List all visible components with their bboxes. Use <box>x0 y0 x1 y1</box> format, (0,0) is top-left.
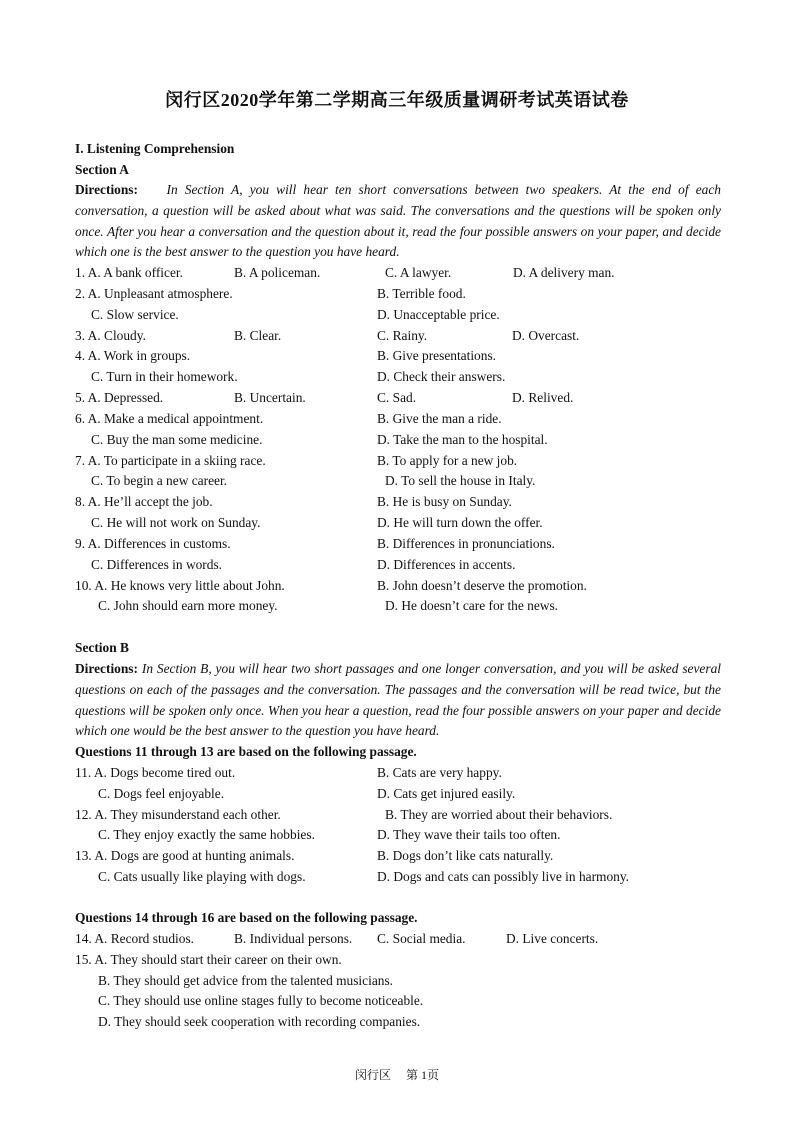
option-d: D. Relived. <box>512 390 574 405</box>
option-c: C. They should use online stages fully to become noticeable. <box>98 993 424 1008</box>
option-b: B. Terrible food. <box>377 286 466 301</box>
option-d: D. Overcast. <box>512 328 580 343</box>
option-a: 13. A. Dogs are good at hunting animals. <box>75 848 295 863</box>
option-c: C. Sad. <box>377 390 417 405</box>
option-c: C. Differences in words. <box>91 557 223 572</box>
option-b: B. To apply for a new job. <box>377 453 518 468</box>
option-c: C. He will not work on Sunday. <box>91 515 261 530</box>
option-b: B. They are worried about their behaviors. <box>385 807 613 822</box>
option-c: C. Slow service. <box>91 307 179 322</box>
directions-label: Directions: <box>75 182 138 197</box>
option-c: C. Cats usually like playing with dogs. <box>98 869 306 884</box>
footer-page-number: 第 1页 <box>406 1068 440 1082</box>
option-d: D. Dogs and cats can possibly live in harmony. <box>377 869 630 884</box>
option-a: 5. A. Depressed. <box>75 390 164 405</box>
page-title: 闵行区2020学年第二学期高三年级质量调研考试英语试卷 <box>165 90 629 110</box>
directions-label: Directions: <box>75 661 138 676</box>
option-b: B. Individual persons. <box>234 931 353 946</box>
option-d: D. He doesn’t care for the news. <box>385 598 559 613</box>
option-a: 4. A. Work in groups. <box>75 348 191 363</box>
section-a-heading: Section A <box>75 162 129 177</box>
option-a: 11. A. Dogs become tired out. <box>75 765 236 780</box>
option-d: D. They wave their tails too often. <box>377 827 561 842</box>
option-a: 15. A. They should start their career on their own. <box>75 952 342 967</box>
option-c: C. To begin a new career. <box>91 473 228 488</box>
option-d: D. Live concerts. <box>506 931 599 946</box>
option-b: B. A policeman. <box>234 265 321 280</box>
option-b: B. John doesn’t deserve the promotion. <box>377 578 587 593</box>
option-b: B. Cats are very happy. <box>377 765 502 780</box>
option-d: D. Cats get injured easily. <box>377 786 516 801</box>
option-b: B. Uncertain. <box>234 390 306 405</box>
option-c: C. John should earn more money. <box>98 598 278 613</box>
question-group-heading: Questions 14 through 16 are based on the following passage. <box>75 910 418 925</box>
option-b: B. Give presentations. <box>377 348 497 363</box>
option-d: D. Take the man to the hospital. <box>377 432 548 447</box>
option-b: B. He is busy on Sunday. <box>377 494 512 509</box>
option-d: D. To sell the house in Italy. <box>385 473 536 488</box>
option-d: D. He will turn down the offer. <box>377 515 543 530</box>
option-d: D. Differences in accents. <box>377 557 516 572</box>
option-b: B. Give the man a ride. <box>377 411 502 426</box>
page-footer <box>0 1066 794 1083</box>
option-a: 8. A. He’ll accept the job. <box>75 494 213 509</box>
option-a: 1. A. A bank officer. <box>75 265 183 280</box>
option-d: D. They should seek cooperation with recording companies. <box>98 1014 421 1029</box>
option-a: 7. A. To participate in a skiing race. <box>75 453 266 468</box>
option-a: 3. A. Cloudy. <box>75 328 146 343</box>
question-group-heading: Questions 11 through 13 are based on the following passage. <box>75 744 417 759</box>
option-a: 9. A. Differences in customs. <box>75 536 231 551</box>
option-d: D. A delivery man. <box>513 265 615 280</box>
option-c: C. Rainy. <box>377 328 428 343</box>
option-b: B. Dogs don’t like cats naturally. <box>377 848 554 863</box>
section-a-directions <box>75 180 721 263</box>
section-b-heading: Section B <box>75 640 129 655</box>
option-c: C. Buy the man some medicine. <box>91 432 263 447</box>
option-a: 14. A. Record studios. <box>75 931 195 946</box>
option-c: C. Turn in their homework. <box>91 369 238 384</box>
part-heading: I. Listening Comprehension <box>75 141 235 156</box>
directions-text: In Section B, you will hear two short passages and one longer conversation, and you will be asked several questions on each of the passages and the conversation. The passages and the conversation will be read twice, but the questions will be spoken only once. When you hear a question, read the four possible answers on your paper and decide which one would be the best answer to the question you have heard. <box>75 661 721 739</box>
section-b-directions <box>75 659 721 742</box>
option-b: B. They should get advice from the talented musicians. <box>98 973 394 988</box>
option-c: C. Social media. <box>377 931 466 946</box>
option-b: B. Differences in pronunciations. <box>377 536 555 551</box>
footer-district: 闵行区 <box>354 1068 391 1082</box>
option-b: B. Clear. <box>234 328 282 343</box>
option-d: D. Check their answers. <box>377 369 506 384</box>
directions-text: In Section A, you will hear ten short conversations between two speakers. At the end of each conversation, a question will be asked about what was said. The conversations and the questions will be spoken only once. After you hear a conversation and the question about it, read the four possible answers on your paper, and decide which one is the best answer to the question you have heard. <box>75 182 721 260</box>
option-c: C. Dogs feel enjoyable. <box>98 786 225 801</box>
option-c: C. A lawyer. <box>385 265 452 280</box>
option-d: D. Unacceptable price. <box>377 307 500 322</box>
option-a: 10. A. He knows very little about John. <box>75 578 285 593</box>
option-c: C. They enjoy exactly the same hobbies. <box>98 827 315 842</box>
option-a: 6. A. Make a medical appointment. <box>75 411 264 426</box>
option-a: 2. A. Unpleasant atmosphere. <box>75 286 233 301</box>
option-a: 12. A. They misunderstand each other. <box>75 807 281 822</box>
